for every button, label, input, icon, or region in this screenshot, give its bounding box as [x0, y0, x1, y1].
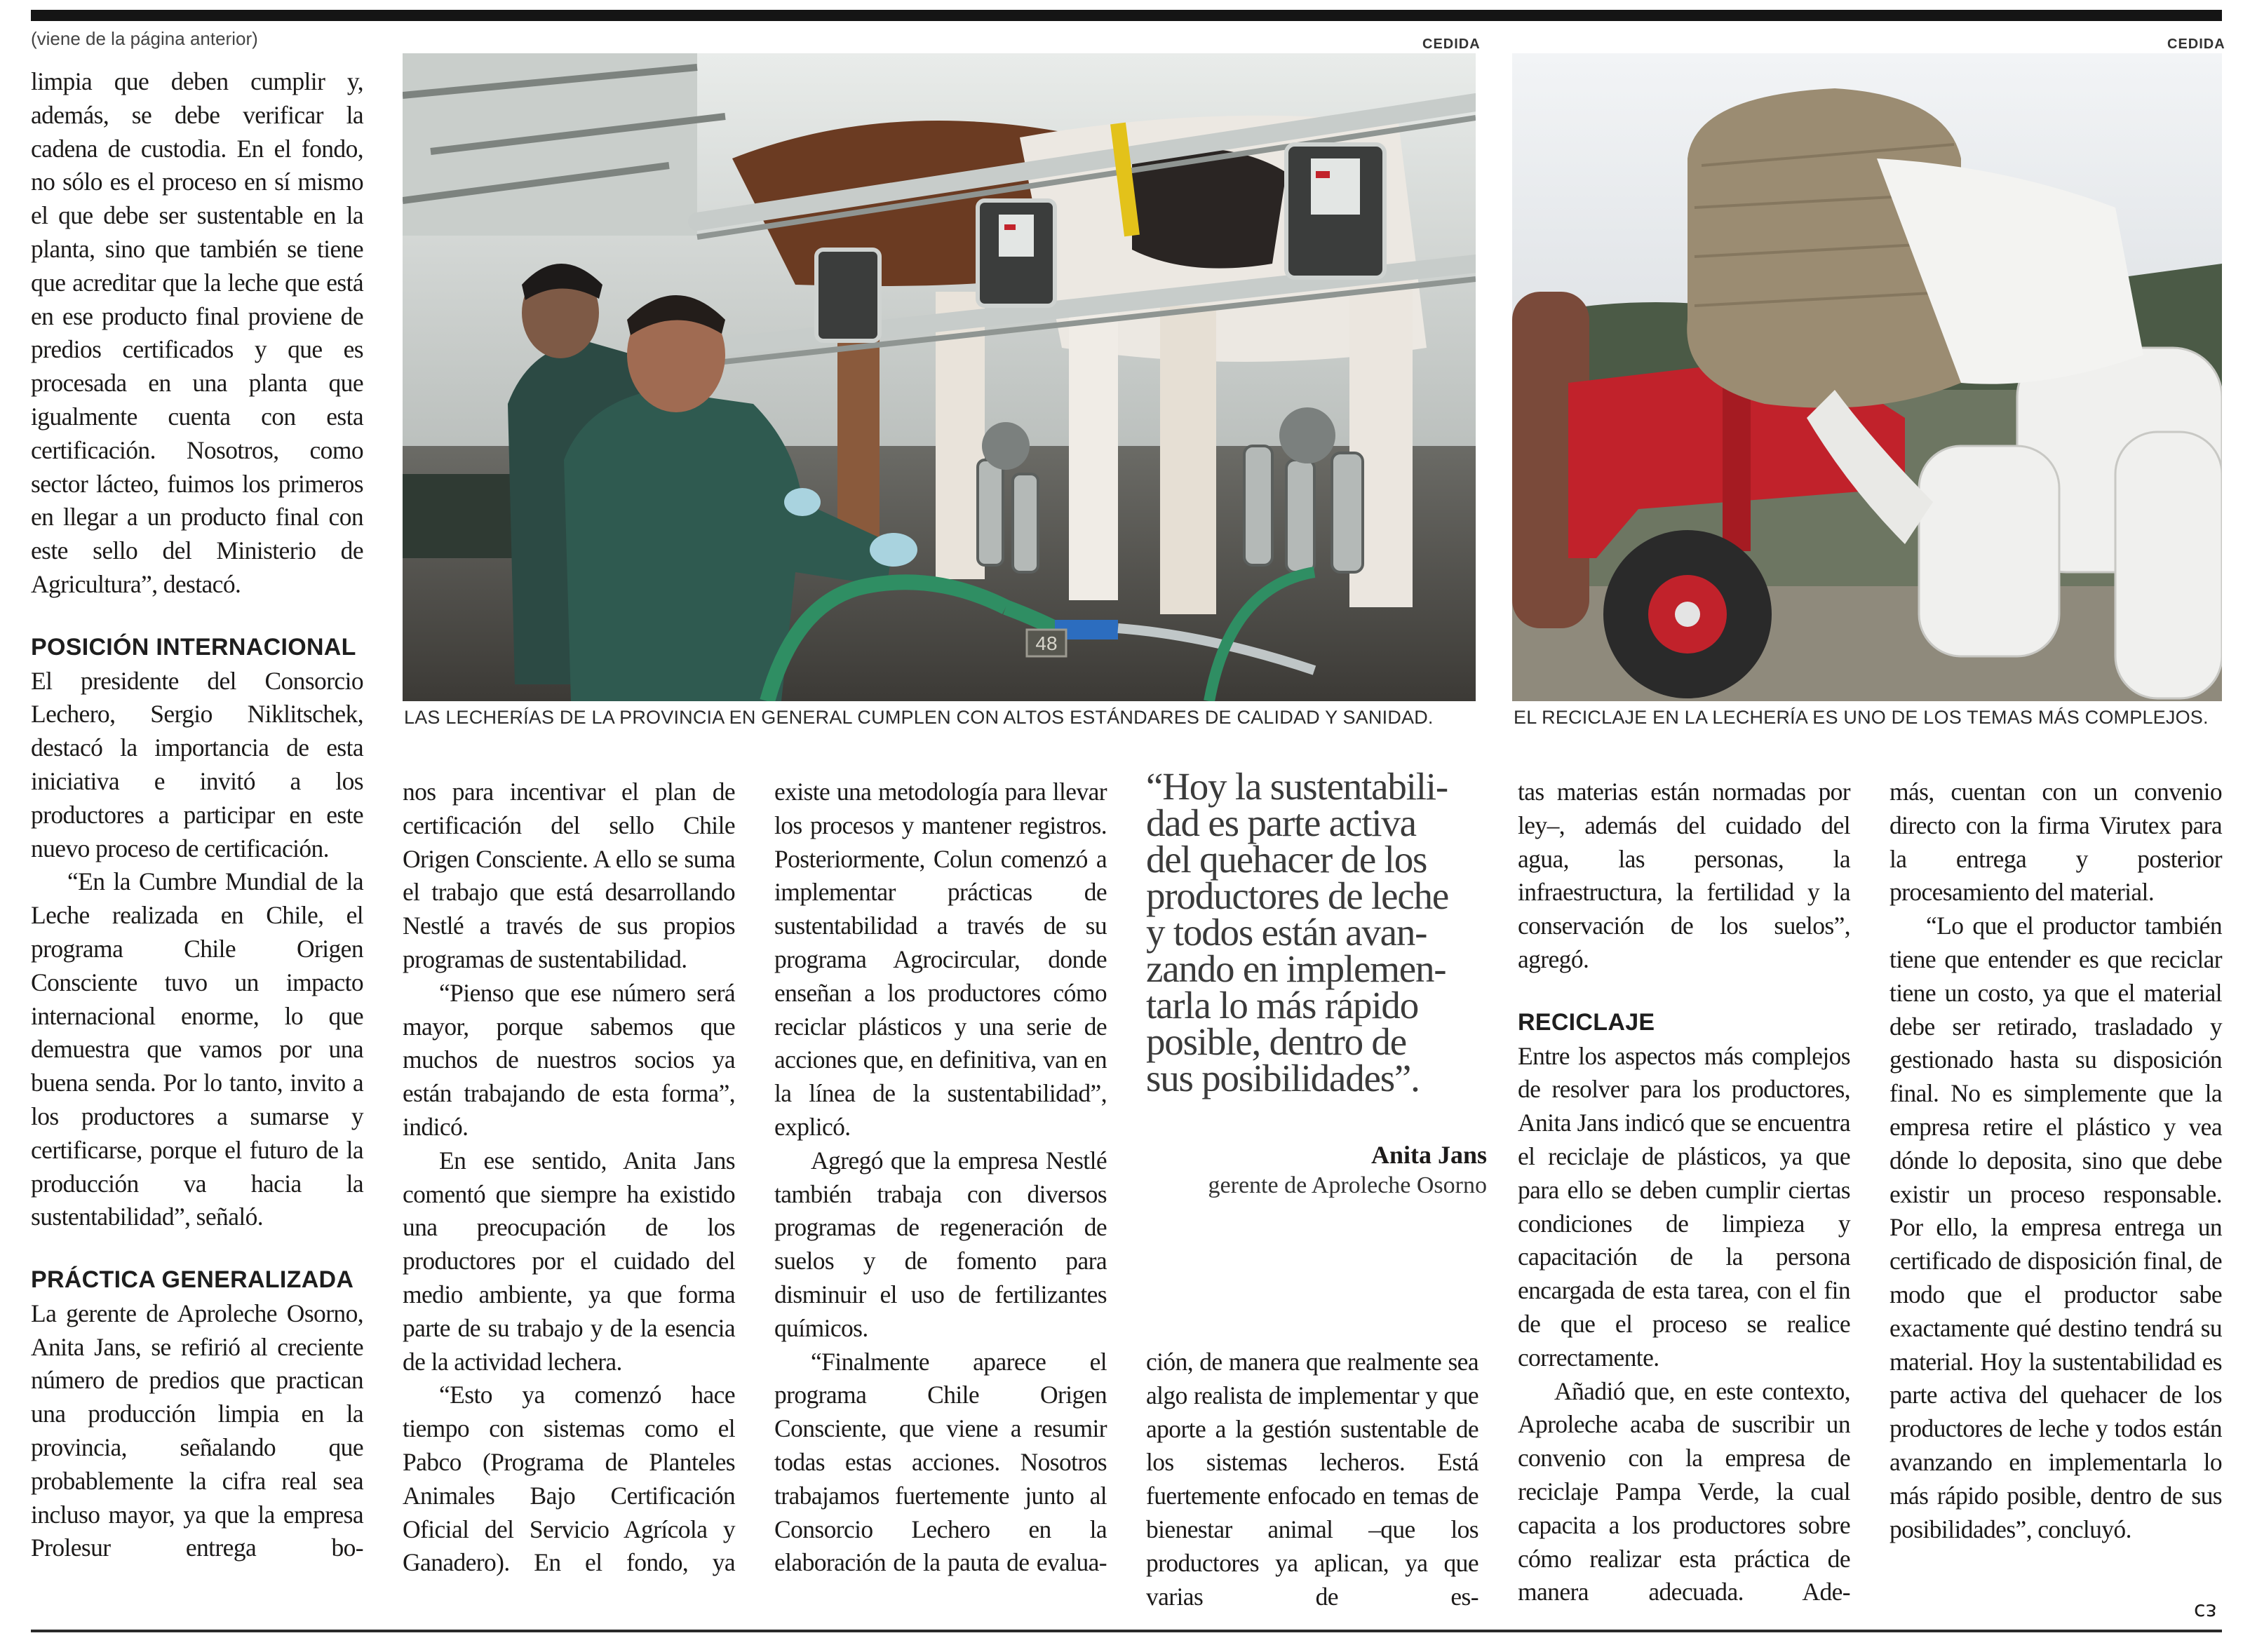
milking-parlor-illustration: [403, 53, 1476, 701]
col1-paragraph-3: “En la Cumbre Mundial de la Leche realizada en Chile, el programa Chile Origen Consciente tuvo un impacto internacional enorme, lo que demuestra que vamos por una buena senda. Por lo tanto, invito a los productores a sumarse y certificarse, porque el futuro de la producción va hacia la sustentabilidad”, señaló.: [31, 867, 363, 1231]
column-4: [1146, 1346, 1478, 1613]
col3-paragraph-2: Agregó que la empresa Nestlé también trabaja con diversos programas de regeneración de suelos y de fomento para disminuir el uso de fertilizantes químicos.: [774, 1146, 1107, 1342]
col1-paragraph-4: La gerente de Aproleche Osorno, Anita Jans, se refirió al creciente número de predios que practican una producción limpia en la provincia, señalando que probablemente la cifra real sea incluso mayor, ya que la empresa Prolesur entrega bo-: [31, 1299, 363, 1562]
col3-paragraph-1: existe una metodología para llevar los procesos y mantener registros. Posteriormente, Colun comenzó a implementar prácticas de sustentabilidad a través de su programa Agrocircular, donde enseñan a los productores cómo reciclar plásticos y una serie de acciones que, en definitiva, van en la línea de la sustentabilidad”, explicó.: [774, 778, 1107, 1141]
col5-paragraph-1: tas materias están normadas por ley–, además del cuidado del agua, las personas, la infraestructura, la fertilidad y la conservación de los suelos”, agregó.: [1518, 778, 1850, 973]
col4-paragraph-1: ción, de manera que realmente sea algo realista de implementar y que aporte a la gestión sustentable de los sistemas lecheros. Está fuertemente enfocado en temas de bienestar animal –que los productores ya aplican, ya que varias de es-: [1146, 1348, 1478, 1611]
col2-paragraph-2: “Pienso que ese número será mayor, porque sabemos que muchos de nuestros socios ya están trabajando de esta forma”, indicó.: [403, 978, 735, 1141]
col3-paragraph-3: “Finalmente aparece el programa Chile Origen Consciente, que viene a resumir todas estas acciones. Nosotros trabajamos fuertemente junto al Consorcio Lechero en la elaboración de la pauta de evalua-: [774, 1347, 1107, 1577]
milking-photo-caption: LAS LECHERÍAS DE LA PROVINCIA EN GENERAL CUMPLEN CON ALTOS ESTÁNDARES DE CALIDAD Y SANIDAD.: [404, 707, 1434, 728]
quote-line: y todos están avan-: [1146, 911, 1427, 954]
subhead-posicion-internacional: POSICIÓN INTERNACIONAL: [31, 633, 356, 661]
column-5: [1518, 776, 1850, 1609]
continued-note: (viene de la página anterior): [31, 28, 258, 49]
subhead-practica-generalizada: PRÁCTICA GENERALIZADA: [31, 1266, 354, 1294]
quote-line: del quehacer de los: [1146, 838, 1427, 881]
col5-paragraph-2: Entre los aspectos más complejos de resolver para los productores, Anita Jans indicó que se encuentra el reciclaje de plásticos, ya que para ello se deben cumplir ciertas condiciones de limpieza y capacitación de la persona encargada de esta tarea, con el fin de que el proceso se realice correctamente.: [1518, 1041, 1850, 1372]
col2-paragraph-3: En ese sentido, Anita Jans comentó que siempre ha existido una preocupación de los productores por el cuidado del medio ambiente, ya que forma parte de su trabajo y de la esencia de la actividad lechera.: [403, 1146, 735, 1376]
photo-credit-right: CEDIDA: [2167, 36, 2225, 52]
quote-line: productores de leche: [1146, 874, 1449, 917]
recycling-photo-caption: EL RECICLAJE EN LA LECHERÍA ES UNO DE LOS TEMAS MÁS COMPLEJOS.: [1514, 707, 2209, 728]
end-of-article-mark: ᴄᴈ: [2194, 1597, 2217, 1622]
quote-line: dad es parte activa: [1146, 801, 1416, 844]
col1-paragraph-1: limpia que deben cumplir y, además, se debe verificar la cadena de custodia. En el fondo, no sólo es el proceso en sí mismo el que debe ser sustentable en la planta, sino que también se tiene que acreditar que la leche que está en ese producto final proviene de predios certificados y que es procesada en una planta que igualmente cuenta con esta certificación. Nosotros, como sector lácteo, fuimos los primeros en llegar a un producto final con este sello del Ministerio de Agricultura”, destacó.: [31, 67, 363, 598]
quote-line: sus posibilidades”.: [1146, 1057, 1420, 1099]
col6-paragraph-2: “Lo que el productor también tiene que entender es que reciclar tiene un costo, ya que el material debe ser retirado, trasladado y gestionado hasta su disposición final. No es simplemente que la empresa retire el plástico y vea dónde lo deposita, sino que debe existir un proceso responsable. Por ello, la empresa entrega un certificado de disposición final, de modo que el productor sabe exactamente qué destino tendrá su material. Hoy la sustentabilidad es parte activa del quehacer de los productores de leche y todos están avanzando en implementarla lo más rápido posible, dentro de sus posibilidades”, concluyó.: [1889, 912, 2222, 1543]
pull-quote-text: [1146, 765, 1487, 1099]
pull-quote: [1146, 765, 1487, 1199]
col1-paragraph-2: El presidente del Consorcio Lechero, Sergio Niklitschek, destacó la importancia de esta iniciativa e invitó a los productores a participar en este nuevo proceso de certificación.: [31, 666, 363, 862]
column-3: [774, 776, 1107, 1580]
photo-credit-left: CEDIDA: [1422, 36, 1481, 52]
quote-line: “Hoy la sustentabili-: [1146, 765, 1448, 808]
recycling-illustration: [1512, 53, 2222, 701]
bottom-rule: [31, 1630, 2222, 1632]
quote-line: tarla lo más rápido: [1146, 984, 1419, 1027]
subhead-reciclaje: RECICLAJE: [1518, 1008, 1655, 1036]
col2-paragraph-4: “Esto ya comenzó hace tiempo con sistemas como el Pabco (Programa de Planteles Animales Bajo Certificación Oficial del Servicio Agrícola y Ganadero). En el fondo, ya: [403, 1381, 735, 1577]
recycling-photo: [1512, 53, 2222, 701]
quote-line: posible, dentro de: [1146, 1020, 1406, 1063]
col5-paragraph-3: Añadió que, en este contexto, Aproleche acaba de suscribir un convenio con la empresa de reciclaje Pampa Verde, la cual capacita a los productores sobre cómo realizar esta práctica de manera adecuada. Ade-: [1518, 1376, 1850, 1606]
quote-author-role: gerente de Aproleche Osorno: [1208, 1172, 1487, 1198]
top-rule: [31, 10, 2222, 21]
column-1: [31, 65, 363, 1565]
milking-parlor-photo: [403, 53, 1476, 701]
col2-paragraph-1: nos para incentivar el plan de certificación del sello Chile Origen Consciente. A ello se suma el trabajo que está desarrollando Nestlé a través de sus propios programas de sustentabilidad.: [403, 778, 735, 973]
stall-number: 48: [1035, 632, 1058, 654]
quote-author: Anita Jans: [1370, 1141, 1487, 1169]
quote-line: zando en implemen-: [1146, 947, 1446, 990]
column-6: [1889, 776, 2222, 1546]
column-2: [403, 776, 735, 1580]
col6-paragraph-1: más, cuentan con un convenio directo con la firma Virutex para la entrega y posterior procesamiento del material.: [1889, 778, 2222, 907]
